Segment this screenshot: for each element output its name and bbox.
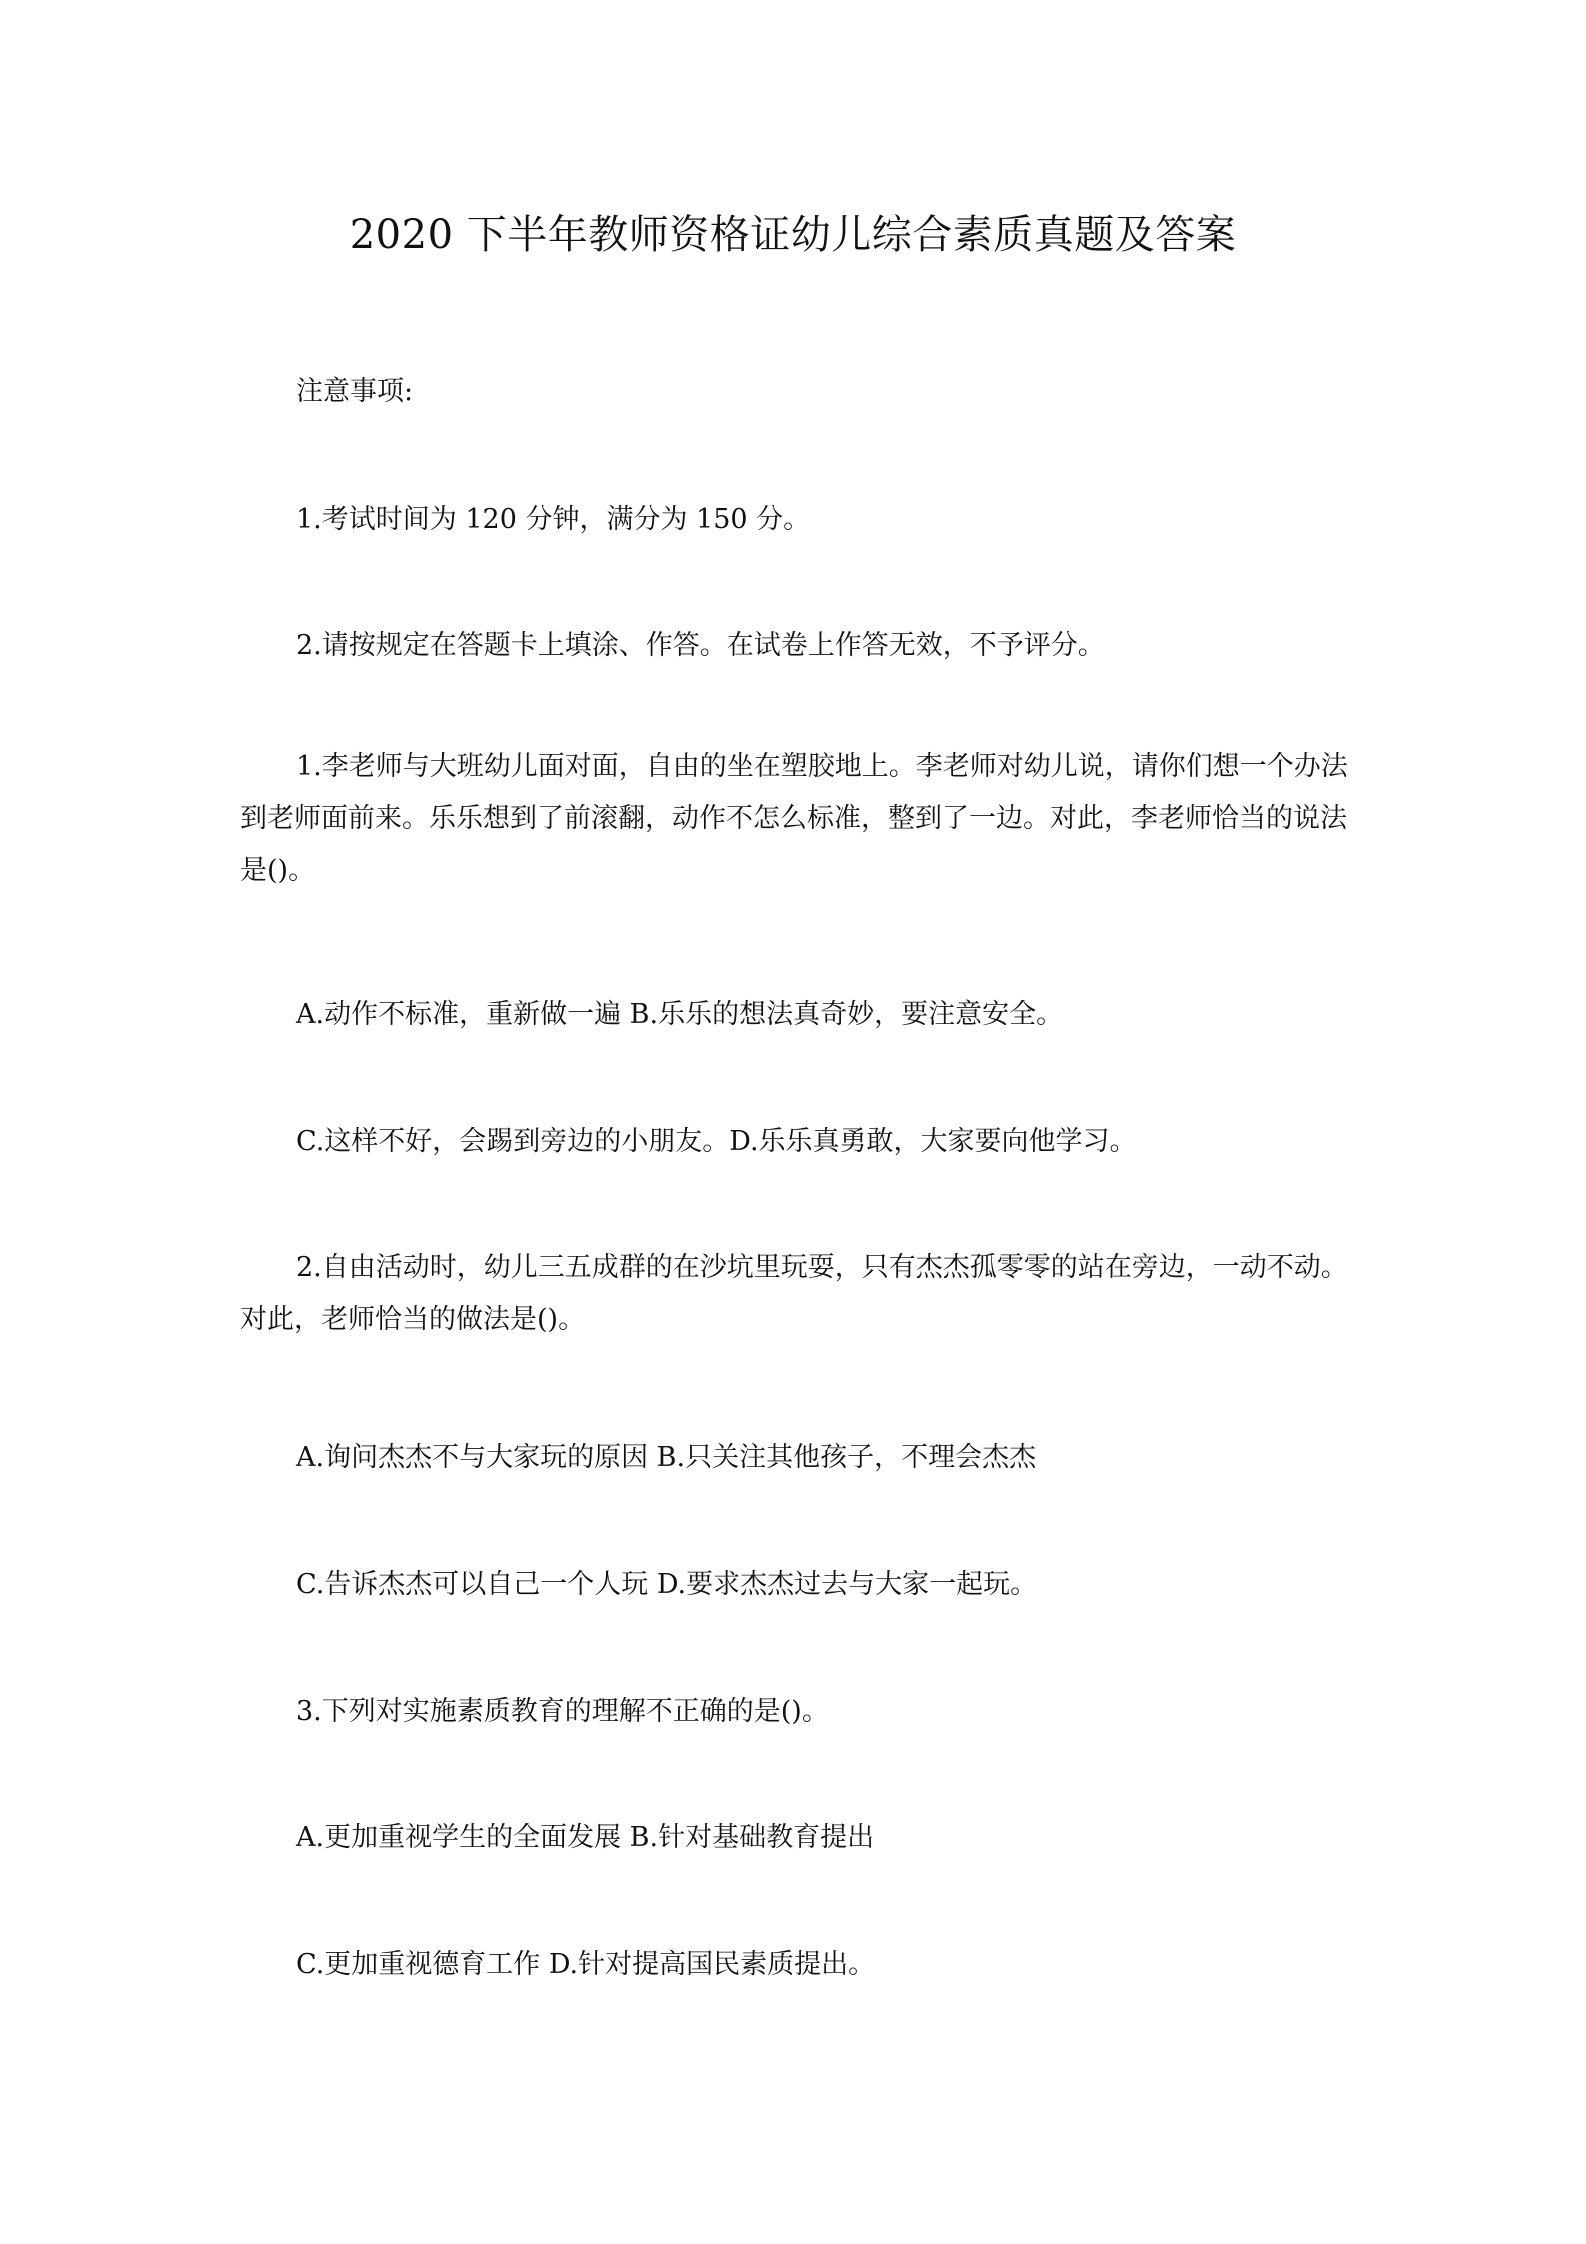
- question-3: 3.下列对实施素质教育的理解不正确的是()。: [296, 1696, 829, 1727]
- notice-item-2: 2.请按规定在答题卡上填涂、作答。在试卷上作答无效，不予评分。: [296, 630, 1105, 661]
- question-2-options-ab: A.询问杰杰不与大家玩的原因 B.只关注其他孩子，不理会杰杰: [296, 1442, 1037, 1473]
- question-1-options-ab: A.动作不标准，重新做一遍 B.乐乐的想法真奇妙，要注意安全。: [296, 999, 1064, 1030]
- question-1-options-cd: C.这样不好，会踢到旁边的小朋友。D.乐乐真勇敢，大家要向他学习。: [296, 1126, 1137, 1157]
- question-3-options-ab: A.更加重视学生的全面发展 B.针对基础教育提出: [296, 1822, 875, 1853]
- question-2: 2.自由活动时，幼儿三五成群的在沙坑里玩耍，只有杰杰孤零零的站在旁边，一动不动。对此，老师恰当的做法是()。: [240, 1252, 1348, 1335]
- question-3-options-cd: C.更加重视德育工作 D.针对提高国民素质提出。: [296, 1949, 876, 1980]
- question-1: 1.李老师与大班幼儿面对面，自由的坐在塑胶地上。李老师对幼儿说，请你们想一个办法到老师面前来。乐乐想到了前滚翻，动作不怎么标准，整到了一边。对此，李老师恰当的说法是()。: [240, 751, 1348, 886]
- document-title: 2020 下半年教师资格证幼儿综合素质真题及答案: [349, 212, 1237, 258]
- notice-item-1: 1.考试时间为 120 分钟，满分为 150 分。: [296, 504, 811, 535]
- question-2-options-cd: C.告诉杰杰可以自己一个人玩 D.要求杰杰过去与大家一起玩。: [296, 1569, 1038, 1600]
- notice-heading: 注意事项:: [296, 376, 414, 407]
